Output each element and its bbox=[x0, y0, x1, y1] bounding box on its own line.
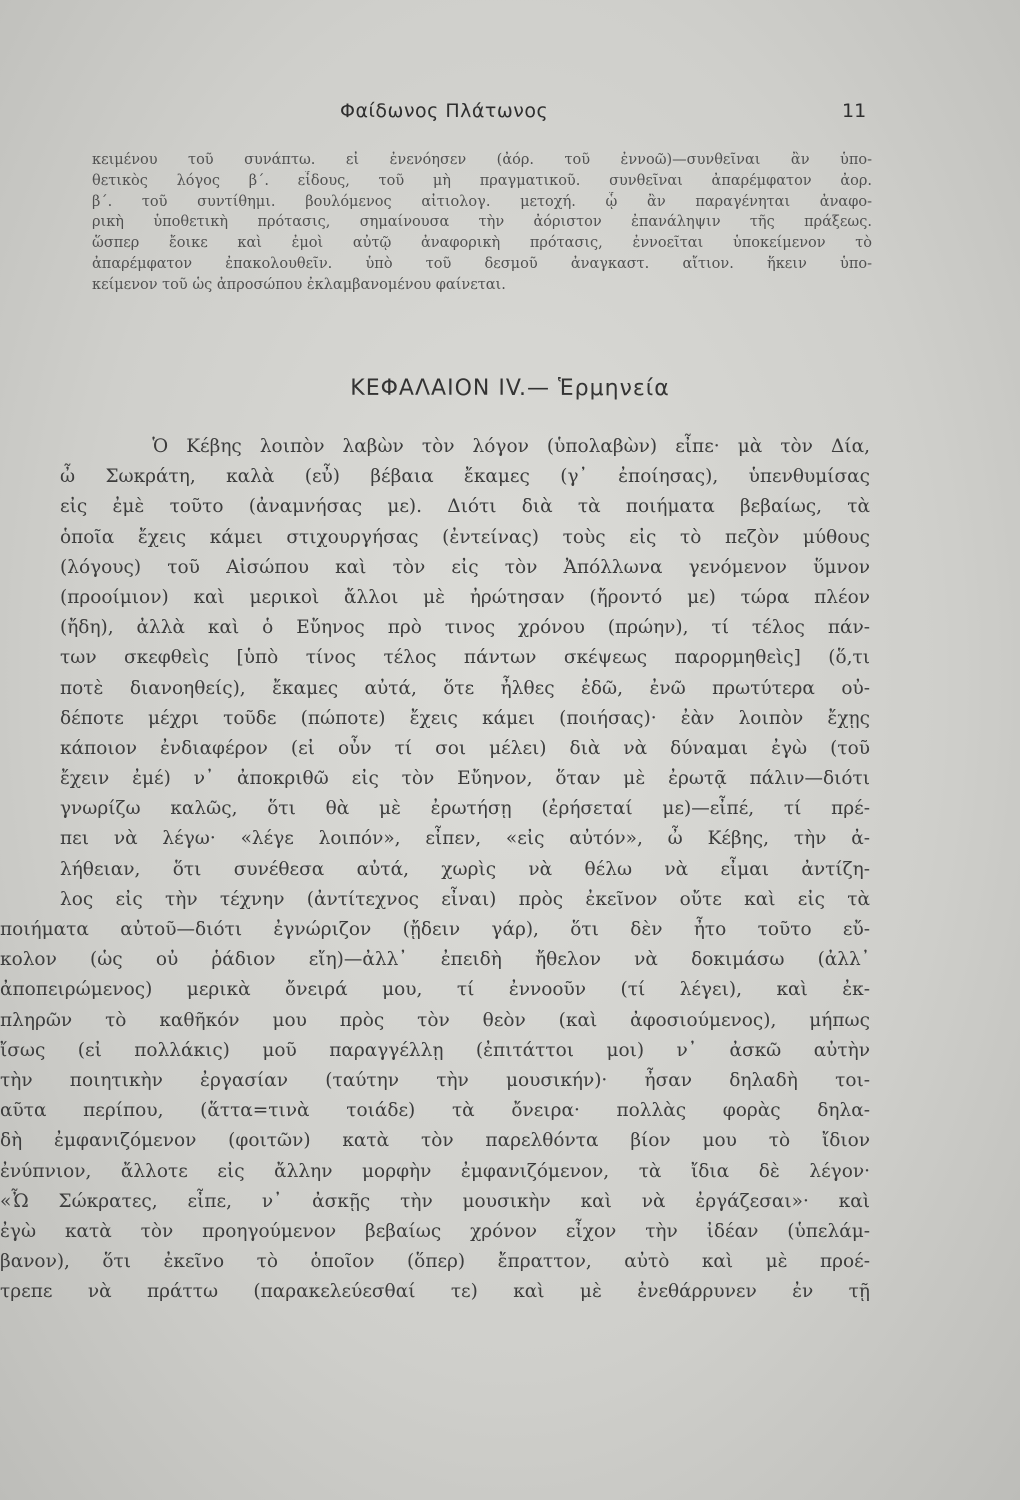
text-line: ποιήματα αὐτοῦ—διότι ἐγνώριζον (ᾔδειν γάρ), ὅτι δὲν ἦτο τοῦτο εὔ- bbox=[0, 919, 870, 940]
text-line: τρεπε νὰ πράττω (παρακελεύεσθαί τε) καὶ μὲ ἐνεθάρρυνεν ἐν τῇ bbox=[0, 1281, 870, 1303]
page-header bbox=[0, 100, 1020, 130]
note-line: κείμενον τοῦ ὡς ἀπροσώπου ἐκλαμβανομένου φαίνεται. bbox=[92, 276, 506, 293]
text-line: πει νὰ λέγω· «λέγε λοιπόν», εἶπεν, «εἰς αὐτόν», ὦ Κέβης, τὴν ἀ- bbox=[60, 828, 870, 850]
note-line: ὥσπερ ἔοικε καὶ ἐμοὶ αὐτῷ ἀναφορικὴ πρότασις, ἐννοεῖται ὑποκείμενον τὸ bbox=[92, 235, 872, 252]
running-title: Φαίδωνος Πλάτωνος bbox=[340, 100, 549, 122]
main-text bbox=[0, 432, 870, 1307]
note-line: ρικὴ ὑποθετικὴ πρότασις, σημαίνουσα τὴν ἀόριστον ἐπανάληψιν τῆς πράξεως. bbox=[92, 214, 872, 231]
text-line: «Ὦ Σώκρατες, εἶπε, ν᾽ ἀσκῇς τὴν μουσικὴν καὶ νὰ ἐργάζεσαι»· καὶ bbox=[0, 1190, 870, 1212]
text-line: των σκεφθεὶς [ὑπὸ τίνος τέλος πάντων σκέψεως παρορμηθεὶς] (ὅ,τι bbox=[60, 647, 870, 669]
text-line: λος εἰς τὴν τέχνην (ἀντίτεχνος εἶναι) πρὸς ἐκεῖνον οὔτε καὶ εἰς τὰ bbox=[60, 888, 870, 910]
text-line: ἴσως (εἰ πολλάκις) μοῦ παραγγέλλῃ (ἐπιτάττοι μοι) ν᾽ ἀσκῶ αὐτὴν bbox=[0, 1039, 870, 1061]
text-line: βανον), ὅτι ἐκεῖνο τὸ ὁποῖον (ὅπερ) ἔπραττον, αὐτὸ καὶ μὲ προέ- bbox=[0, 1251, 870, 1273]
text-line: Ὁ Κέβης λοιπὸν λαβὼν τὸν λόγον (ὑπολαβὼν) εἶπε· μὰ τὸν Δία, bbox=[80, 436, 870, 457]
text-line: κολον (ὡς οὐ ῥάδιον εἴη)—ἀλλ᾽ ἐπειδὴ ἤθελον νὰ δοκιμάσω (ἀλλ᾽ bbox=[0, 949, 870, 971]
text-line: (λόγους) τοῦ Αἰσώπου καὶ τὸν εἰς τὸν Ἀπόλλωνα γενόμενον ὕμνον bbox=[60, 556, 870, 578]
text-line: (ἤδη), ἀλλὰ καὶ ὁ Εὔηνος πρὸ τινος χρόνου (πρώην), τί τέλος πάν- bbox=[60, 617, 870, 639]
text-line: δὴ ἐμφανιζόμενον (φοιτῶν) κατὰ τὸν παρελθόντα βίον μου τὸ ἴδιον bbox=[0, 1130, 870, 1152]
text-line: (προοίμιον) καὶ μερικοὶ ἄλλοι μὲ ἠρώτησαν (ἤροντό με) τώρα πλέον bbox=[60, 586, 870, 608]
text-line: κάποιον ἐνδιαφέρον (εἰ οὖν τί σοι μέλει) διὰ νὰ δύναμαι ἐγὼ (τοῦ bbox=[60, 737, 870, 759]
text-line: εἰς ἐμὲ τοῦτο (ἀναμνήσας με). Διότι διὰ τὰ ποιήματα βεβαίως, τὰ bbox=[60, 496, 870, 518]
text-line: ἐνύπνιον, ἄλλοτε εἰς ἄλλην μορφὴν ἐμφανιζόμενον, τὰ ἴδια δὲ λέγον· bbox=[0, 1160, 870, 1182]
page-number: 11 bbox=[842, 100, 867, 122]
note-line: θετικὸς λόγος β΄. εἶδους, τοῦ μὴ πραγματικοῦ. συνθεῖναι ἀπαρέμφατον ἀορ. bbox=[92, 172, 872, 189]
text-line: ὁποῖα ἔχεις κάμει στιχουργήσας (ἐντείνας) τοὺς εἰς τὸ πεζὸν μύθους bbox=[60, 526, 870, 548]
note-line: κειμένου τοῦ συνάπτω. εἰ ἐνενόησεν (ἀόρ. τοῦ ἐννοῶ)—συνθεῖναι ἂν ὑπο- bbox=[92, 152, 872, 168]
text-line: τὴν ποιητικὴν ἐργασίαν (ταύτην τὴν μουσικήν)· ἦσαν δηλαδὴ τοι- bbox=[0, 1069, 870, 1091]
text-line: αῦτα περίπου, (ἅττα=τινὰ τοιάδε) τὰ ὄνειρα· πολλὰς φορὰς δηλα- bbox=[0, 1100, 870, 1122]
text-line: δέποτε μέχρι τοῦδε (πώποτε) ἔχεις κάμει (ποιήσας)· ἐὰν λοιπὸν ἔχῃς bbox=[60, 707, 870, 729]
note-line: β΄. τοῦ συντίθημι. βουλόμενος αἰτιολογ. μετοχή. ᾧ ἂν παραγένηται ἀναφο- bbox=[92, 193, 872, 210]
commentary-notes bbox=[92, 150, 872, 296]
note-line: ἀπαρέμφατον ἐπακολουθεῖν. ὑπὸ τοῦ δεσμοῦ ἀναγκαστ. αἴτιον. ἥκειν ὑπο- bbox=[92, 255, 872, 272]
text-line: πληρῶν τὸ καθῆκόν μου πρὸς τὸν θεὸν (καὶ ἀφοσιούμενος), μήπως bbox=[0, 1009, 870, 1031]
text-line: ποτὲ διανοηθείς), ἔκαμες αὐτά, ὅτε ἦλθες ἐδῶ, ἐνῶ πρωτύτερα οὐ- bbox=[60, 677, 870, 699]
chapter-heading: ΚΕΦΑΛΑΙΟΝ ΙV.— Ἑρμηνεία bbox=[350, 376, 670, 401]
text-line: ὦ Σωκράτη, καλὰ (εὖ) βέβαια ἔκαμες (γ᾽ ἐποίησας), ὑπενθυμίσας bbox=[60, 466, 870, 488]
text-line: ἀποπειρώμενος) μερικὰ ὄνειρά μου, τί ἐννοοῦν (τί λέγει), καὶ ἐκ- bbox=[0, 979, 870, 1001]
text-line: λήθειαν, ὅτι συνέθεσα αὐτά, χωρὶς νὰ θέλω νὰ εἶμαι ἀντίζη- bbox=[60, 858, 870, 880]
text-line: ἐγὼ κατὰ τὸν προηγούμενον βεβαίως χρόνον εἶχον τὴν ἰδέαν (ὑπελάμ- bbox=[0, 1220, 870, 1242]
text-line: γνωρίζω καλῶς, ὅτι θὰ μὲ ἐρωτήσῃ (ἐρήσεταί με)—εἶπέ, τί πρέ- bbox=[60, 798, 870, 820]
text-line: ἔχειν ἐμέ) ν᾽ ἀποκριθῶ εἰς τὸν Εὔηνον, ὅταν μὲ ἐρωτᾷ πάλιν—διότι bbox=[60, 768, 870, 790]
